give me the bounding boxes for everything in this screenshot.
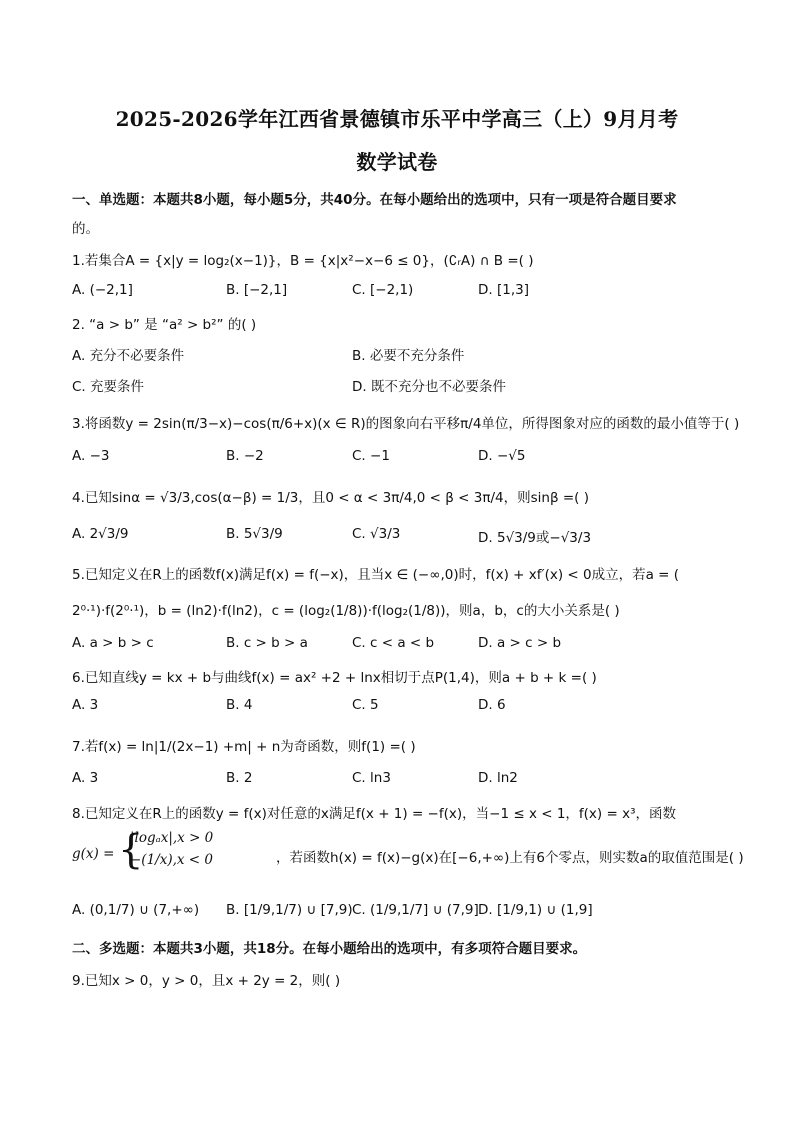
q4-option-d: D. 5√3/9或−√3/3: [478, 530, 592, 546]
q5-stem-line2: 2⁰·¹)·f(2⁰·¹)，b = (ln2)·f(ln2)，c = (log₂(1/8))·f(log₂(1/8))，则a，b，c的大小关系是( ): [72, 603, 620, 619]
q8-g-label: g(x) =: [72, 846, 115, 862]
q9-stem: 9.已知x > 0，y > 0，且x + 2y = 2，则( ): [72, 973, 341, 989]
q4-option-c: C. √3/3: [352, 526, 401, 542]
q1-option-b: B. [−2,1]: [226, 282, 288, 298]
q7-option-a: A. 3: [72, 770, 99, 786]
q6-option-b: B. 4: [226, 697, 253, 713]
q5-option-a: A. a > b > c: [72, 635, 154, 651]
q8-case-1: |logₐx|,x > 0: [130, 830, 214, 846]
q8-option-a: A. (0,1/7) ∪ (7,+∞): [72, 902, 200, 918]
q8-stem-line1: 8.已知定义在R上的函数y = f(x)对任意的x满足f(x + 1) = −f(x)，当−1 ≤ x < 1，f(x) = x³，函数: [72, 806, 676, 822]
q7-stem: 7.若f(x) = ln|1/(2x−1) +m| + n为奇函数，则f(1) =( ): [72, 739, 416, 755]
q3-stem: 3.将函数y = 2sin(π/3−x)−cos(π/6+x)(x ∈ R)的图象向右平移π/4单位，所得图象对应的函数的最小值等于( ): [72, 416, 740, 432]
q5-option-b: B. c > b > a: [226, 635, 308, 651]
q7-option-c: C. ln3: [352, 770, 391, 786]
q5-stem-line1: 5.已知定义在R上的函数f(x)满足f(x) = f(−x)，且当x ∈ (−∞,0)时，f(x) + xf′(x) < 0成立，若a = (: [72, 567, 680, 583]
exam-subtitle: 数学试卷: [356, 150, 438, 174]
section2-instructions: 二、多选题：本题共3小题，共18分。在每小题给出的选项中，有多项符合题目要求。: [72, 941, 587, 957]
q5-option-c: C. c < a < b: [352, 635, 435, 651]
q2-option-a: A. 充分不必要条件: [72, 348, 185, 364]
q2-stem: 2. “a > b” 是 “a² > b²” 的( ): [72, 317, 257, 333]
section1-instructions-cont: 的。: [72, 221, 99, 237]
q4-stem: 4.已知sinα = √3/3,cos(α−β) = 1/3，且0 < α < 3π/4,0 < β < 3π/4，则sinβ =( ): [72, 490, 589, 506]
q5-option-d: D. a > c > b: [478, 635, 562, 651]
q6-stem: 6.已知直线y = kx + b与曲线f(x) = ax² +2 + lnx相切于点P(1,4)，则a + b + k =( ): [72, 670, 597, 686]
q3-option-c: C. −1: [352, 448, 390, 464]
q8-option-d: D. [1/9,1) ∪ (1,9]: [478, 902, 593, 918]
exam-title: 2025-2026学年江西省景德镇市乐平中学高三（上）9月月考: [115, 107, 679, 131]
q8-case-2: −(1/x),x < 0: [130, 852, 213, 868]
q6-option-d: D. 6: [478, 697, 506, 713]
q8-stem-line2: ，若函数h(x) = f(x)−g(x)在[−6,+∞)上有6个零点，则实数a的取值范围是( ): [276, 850, 744, 866]
q2-option-b: B. 必要不充分条件: [352, 348, 465, 364]
q3-option-d: D. −√5: [478, 448, 526, 464]
q3-option-a: A. −3: [72, 448, 110, 464]
q3-option-b: B. −2: [226, 448, 264, 464]
q4-option-b: B. 5√3/9: [226, 526, 283, 542]
q7-option-b: B. 2: [226, 770, 253, 786]
q1-option-d: D. [1,3]: [478, 282, 529, 298]
left-brace-symbol: {: [118, 827, 144, 873]
q6-option-c: C. 5: [352, 697, 379, 713]
q1-option-c: C. [−2,1): [352, 282, 414, 298]
q1-option-a: A. (−2,1]: [72, 282, 133, 298]
q8-option-c: C. (1/9,1/7] ∪ (7,9]: [352, 902, 479, 918]
q1-stem: 1.若集合A = {x|y = log₂(x−1)}，B = {x|x²−x−6 ≤ 0}，(∁ᵣA) ∩ B =( ): [72, 253, 534, 269]
q6-option-a: A. 3: [72, 697, 99, 713]
q4-option-a: A. 2√3/9: [72, 526, 129, 542]
q2-option-c: C. 充要条件: [72, 379, 145, 395]
q2-option-d: D. 既不充分也不必要条件: [352, 379, 506, 395]
q7-option-d: D. ln2: [478, 770, 518, 786]
section1-instructions: 一、单选题：本题共8小题，每小题5分，共40分。在每小题给出的选项中，只有一项是符合题目要求: [72, 192, 677, 208]
q8-option-b: B. [1/9,1/7) ∪ [7,9): [226, 902, 353, 918]
